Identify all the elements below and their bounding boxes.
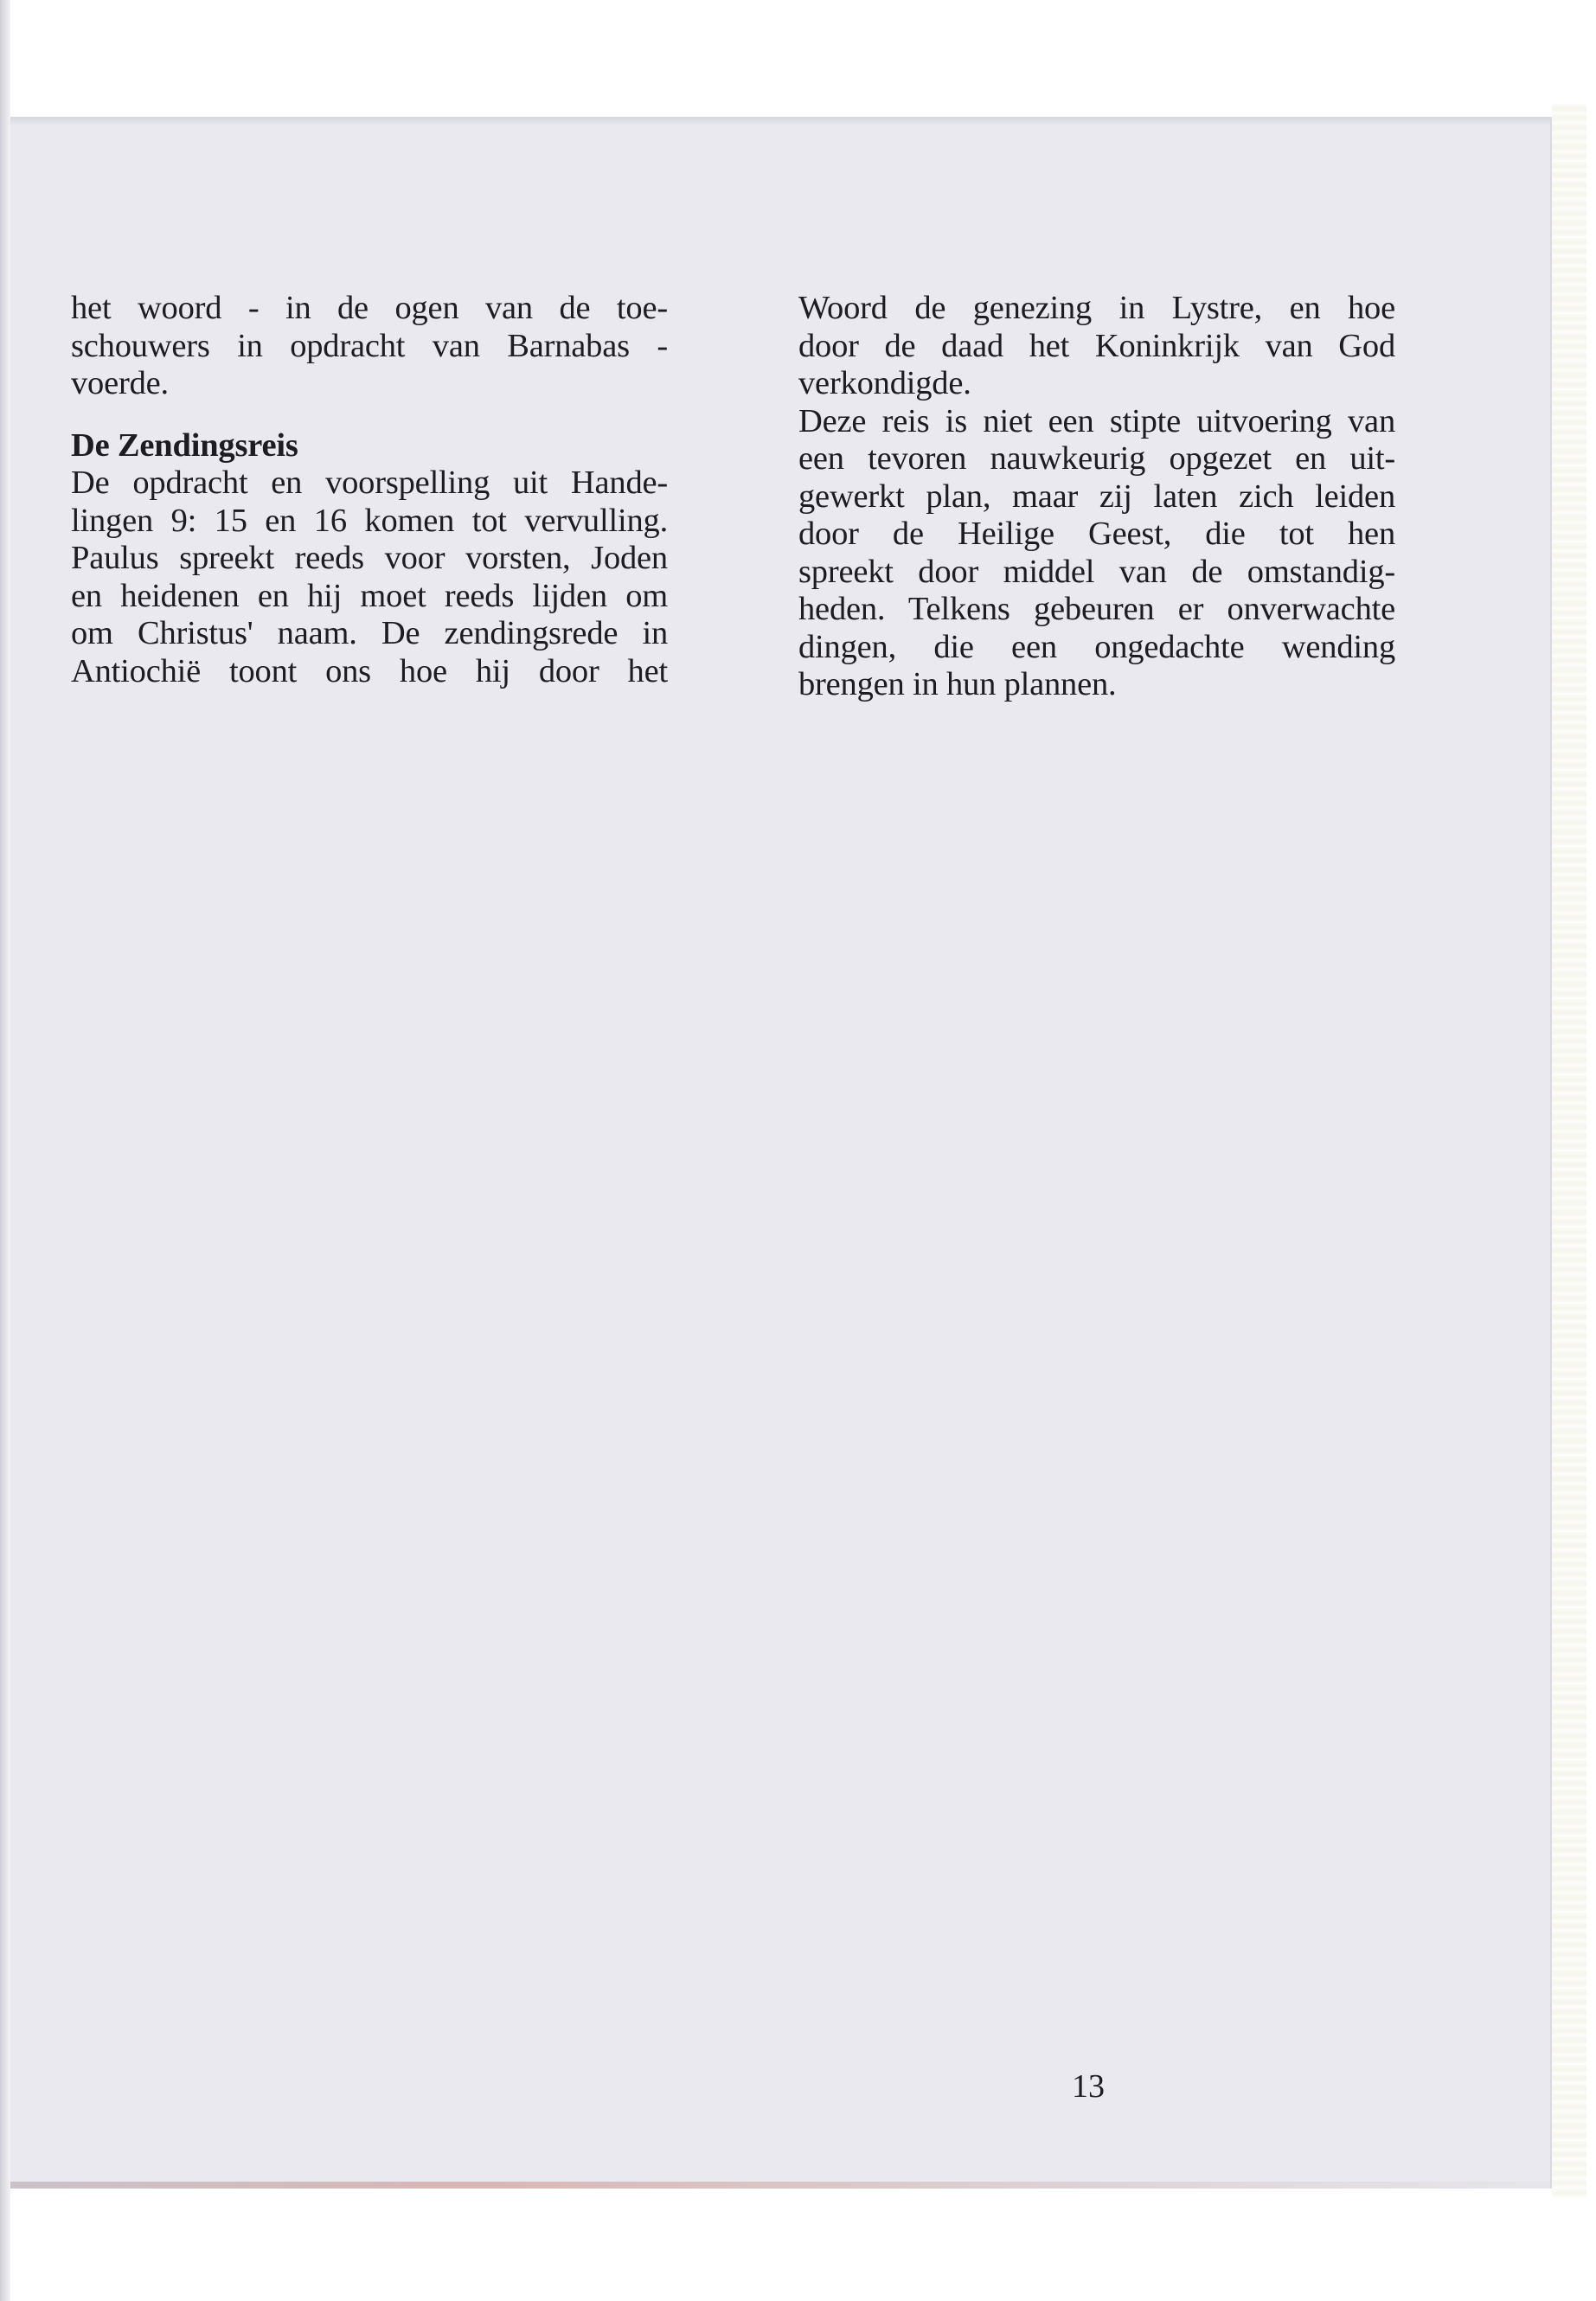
text-line: om Christus' naam. De zendingsrede in <box>71 615 668 651</box>
text-line: dingen, die een ongedachte wending <box>798 628 1395 665</box>
text-line: De opdracht en voorspelling uit Hande- <box>71 465 668 501</box>
text-line: spreekt door middel van de omstandig- <box>798 553 1395 590</box>
page-bottom-strip <box>10 2182 1550 2189</box>
text-line: Antiochië toont ons hoe hij door het <box>71 652 668 689</box>
text-line: lingen 9: 15 en 16 komen tot vervulling. <box>71 502 668 539</box>
paragraph-gap <box>71 403 668 427</box>
right-paragraph-2 <box>798 403 1395 704</box>
text-line: voerde. <box>71 365 169 401</box>
page-stack-edge <box>1552 104 1586 2197</box>
text-line: een tevoren nauwkeurig opgezet en uit- <box>798 440 1395 477</box>
page-number: 13 <box>1072 2068 1105 2105</box>
left-paragraph-2 <box>71 465 668 690</box>
text-line: heden. Telkens gebeuren er onverwachte <box>798 591 1395 627</box>
text-line: het woord - in de ogen van de toe- <box>71 290 668 326</box>
text-line: schouwers in opdracht van Barnabas - <box>71 327 668 364</box>
text-line: Woord de genezing in Lystre, en hoe <box>798 290 1395 326</box>
text-line: Paulus spreekt reeds voor vorsten, Joden <box>71 540 668 576</box>
scan-left-edge <box>0 0 10 2301</box>
right-column <box>798 290 1395 704</box>
text-line: verkondigde. <box>798 365 971 401</box>
text-line: gewerkt plan, maar zij laten zich leiden <box>798 478 1395 515</box>
left-column <box>71 290 668 690</box>
text-line: en heidenen en hij moet reeds lijden om <box>71 577 668 614</box>
text-line: brengen in hun plannen. <box>798 666 1117 702</box>
text-line: door de daad het Koninkrijk van God <box>798 327 1395 364</box>
page-top-shade <box>10 117 1550 125</box>
text-line: door de Heilige Geest, die tot hen <box>798 516 1395 552</box>
left-paragraph-1 <box>71 290 668 403</box>
section-heading: De Zendingsreis <box>71 426 298 464</box>
text-line: Deze reis is niet een stipte uitvoering van <box>798 402 1395 439</box>
right-paragraph-1 <box>798 290 1395 403</box>
